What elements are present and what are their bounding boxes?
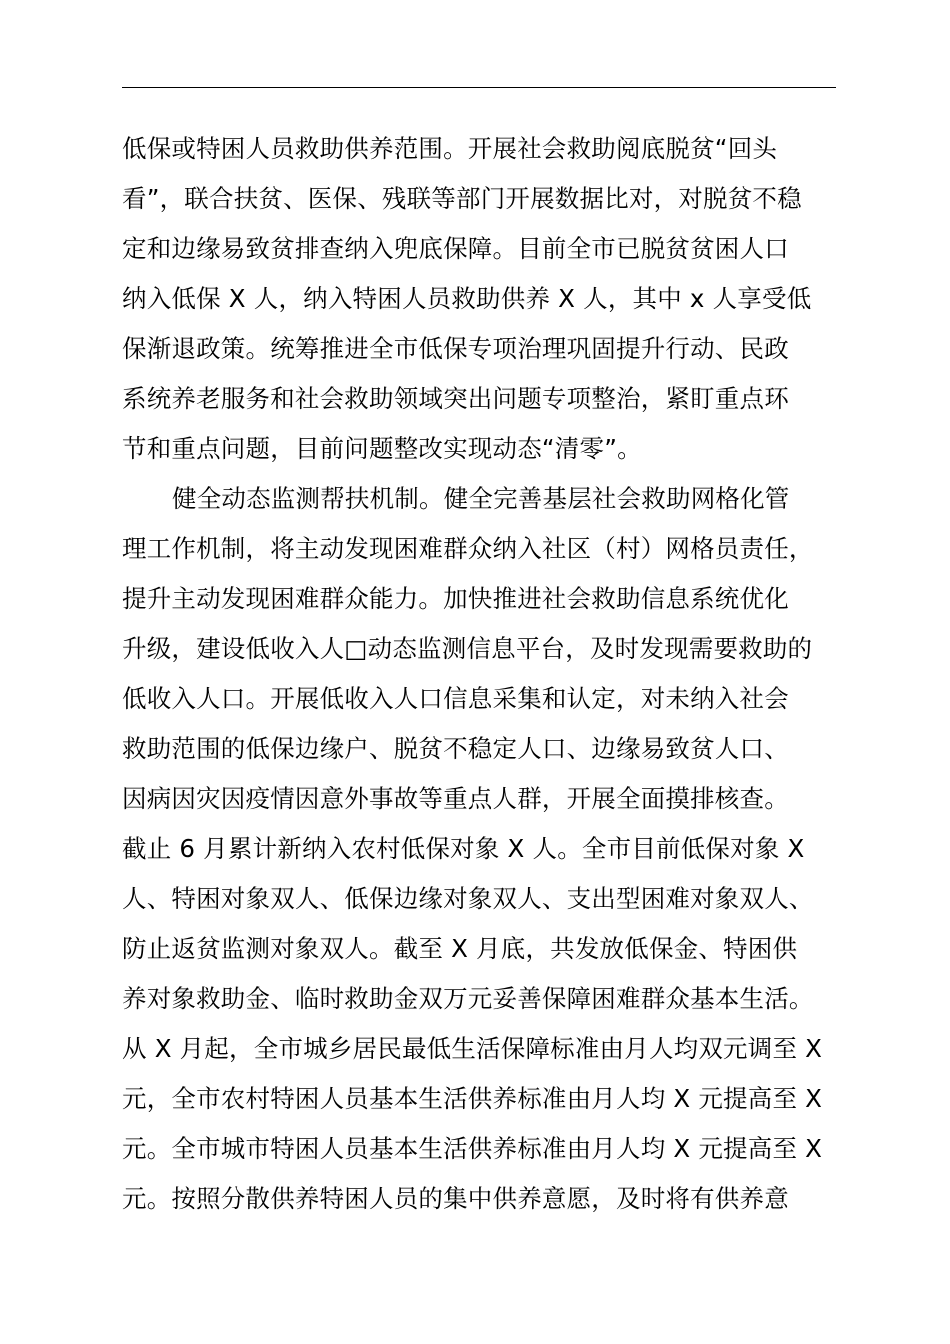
text-line-18: 养对象救助金、临时救助金双万元妥善保障困难群众基本生活。 xyxy=(122,984,814,1013)
text-line-4: 纳入低保 X 人，纳入特困人员救助供养 X 人，其中 x 人享受低 xyxy=(122,284,812,313)
text-line-6: 系统养老服务和社会救助领域突出问题专项整治，紧盯重点环 xyxy=(122,384,789,413)
text-line-12: 低收入人口。开展低收入人口信息采集和认定，对未纳入社会 xyxy=(122,684,789,713)
text-line-14: 因病因灾因疫情因意外事故等重点人群，开展全面摸排核查。 xyxy=(122,784,789,813)
text-line-9: 理工作机制，将主动发现困难群众纳入社区（村）网格员责任， xyxy=(122,534,814,563)
text-line-10: 提升主动发现困难群众能力。加快推进社会救助信息系统优化 xyxy=(122,584,789,613)
text-line-15: 截止 6 月累计新纳入农村低保对象 X 人。全市目前低保对象 X xyxy=(122,834,805,863)
paragraph-start-line: 健全动态监测帮扶机制。健全完善基层社会救助网格化管 xyxy=(172,484,790,513)
text-line-1: 低保或特困人员救助供养范围。开展社会救助阅底脱贫“回头 xyxy=(122,134,778,163)
text-line-20: 元，全市农村特困人员基本生活供养标准由月人均 X 元提高至 X xyxy=(122,1084,823,1113)
text-line-3: 定和边缘易致贫排查纳入兜底保障。目前全市已脱贫贫困人口 xyxy=(122,234,789,263)
text-line-17: 防止返贫监测对象双人。截至 X 月底，共发放低保金、特困供 xyxy=(122,934,798,963)
text-line-5: 保渐退政策。统筹推进全市低保专项治理巩固提升行动、民政 xyxy=(122,334,789,363)
text-line-2: 看”，联合扶贫、医保、残联等部门开展数据比对，对脱贫不稳 xyxy=(122,184,802,213)
text-line-21: 元。全市城市特困人员基本生活供养标准由月人均 X 元提高至 X xyxy=(122,1134,823,1163)
text-line-16: 人、特困对象双人、低保边缘对象双人、支出型困难对象双人、 xyxy=(122,884,814,913)
text-line-7: 节和重点问题，目前问题整改实现动态“清零”。 xyxy=(122,434,642,463)
body-text xyxy=(122,127,862,1227)
text-line-22: 元。按照分散供养特困人员的集中供养意愿，及时将有供养意 xyxy=(122,1184,789,1213)
text-line-11: 升级，建设低收入人□动态监测信息平台，及时发现需要救助的 xyxy=(122,634,813,663)
text-line-13: 救助范围的低保边缘户、脱贫不稳定人口、边缘易致贫人口、 xyxy=(122,734,789,763)
text-line-19: 从 X 月起，全市城乡居民最低生活保障标准由月人均双元调至 X xyxy=(122,1034,823,1063)
header-rule xyxy=(122,87,836,88)
